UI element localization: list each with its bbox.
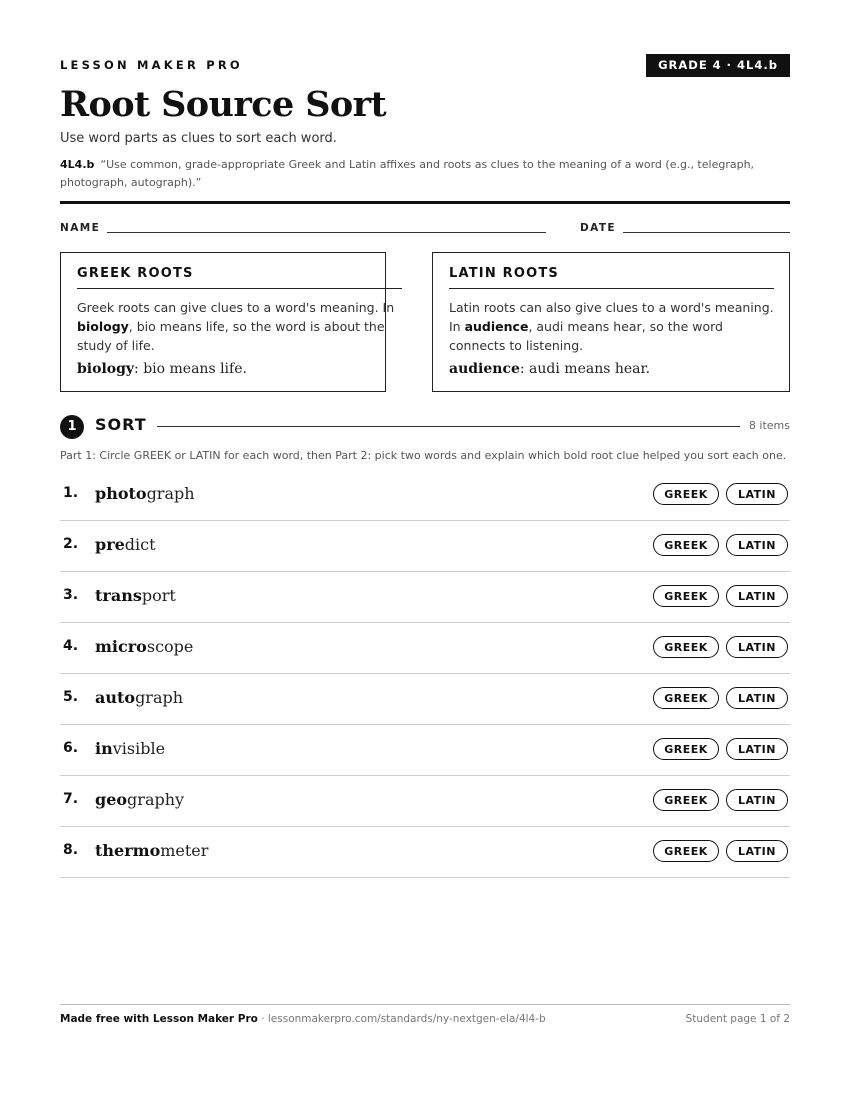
word-rest: graph [135,688,184,707]
latin-option-button[interactable]: LATIN [726,687,788,709]
item-number: 4. [63,638,79,654]
page-subtitle: Use word parts as clues to sort each word. [60,131,337,146]
item-word [95,739,165,758]
latin-option-button[interactable]: LATIN [726,789,788,811]
list-item [60,827,790,878]
word-rest: dict [124,535,156,554]
footer-credit [60,1013,546,1025]
list-item [60,623,790,674]
latin-option-button[interactable]: LATIN [726,534,788,556]
section-title: SORT [95,415,147,434]
word-root: geo [95,790,128,809]
item-word [95,637,193,656]
word-root: micro [95,637,147,656]
item-number: 5. [63,689,79,705]
item-count: 8 items [748,419,790,432]
item-number: 3. [63,587,79,603]
latin-option-button[interactable]: LATIN [726,840,788,862]
word-rest: port [141,586,176,605]
latin-option-button[interactable]: LATIN [726,585,788,607]
greek-option-button[interactable]: GREEK [653,840,719,862]
item-word [95,841,208,860]
item-number: 6. [63,740,79,756]
word-root: photo [95,484,147,503]
word-rest: meter [160,841,209,860]
greek-option-button[interactable]: GREEK [653,483,719,505]
standard-statement [60,156,780,192]
grade-badge: GRADE 4 · 4L4.b [646,54,790,77]
item-number: 1. [63,485,79,501]
greek-roots-description: Greek roots can give clues to a word's meaning. In biology, bio means life, so the word is about the study of life. [77,300,395,353]
word-root: in [95,739,113,758]
brand-name: LESSON MAKER PRO [60,58,243,72]
name-field[interactable] [107,232,546,233]
item-word [95,484,195,503]
word-list [60,470,790,878]
latin-roots-example: audience: audi means hear. [449,361,651,377]
date-label: DATE [580,222,616,234]
latin-option-button[interactable]: LATIN [726,636,788,658]
word-rest: scope [146,637,194,656]
latin-roots-title: LATIN ROOTS [449,266,774,289]
standard-text: “Use common, grade-appropriate Greek and Latin affixes and roots as clues to the meaning of a word (e.g., telegraph, photograph, autograph).” [60,158,755,189]
item-number: 8. [63,842,79,858]
name-date-row [60,222,790,236]
latin-roots-description: Latin roots can also give clues to a word's meaning. In audience, audi means hear, so the word connects to listening. [449,300,774,353]
greek-option-button[interactable]: GREEK [653,738,719,760]
item-word [95,535,156,554]
header-divider [60,201,790,204]
word-rest: graphy [127,790,185,809]
date-field[interactable] [623,232,790,233]
list-item [60,521,790,572]
page-number: Student page 1 of 2 [685,1013,790,1025]
latin-option-button[interactable]: LATIN [726,738,788,760]
item-number: 2. [63,536,79,552]
list-item [60,470,790,521]
greek-option-button[interactable]: GREEK [653,789,719,811]
item-number: 7. [63,791,79,807]
greek-option-button[interactable]: GREEK [653,534,719,556]
section-rule [157,426,740,427]
item-word [95,586,176,605]
section-number-badge: 1 [60,415,84,439]
item-word [95,688,183,707]
list-item [60,725,790,776]
list-item [60,572,790,623]
greek-roots-title: GREEK ROOTS [77,266,402,289]
footer-made-with: Made free with Lesson Maker Pro [60,1013,258,1025]
page-title: Root Source Sort [60,84,387,125]
greek-roots-example: biology: bio means life. [77,361,247,377]
list-item [60,776,790,827]
greek-option-button[interactable]: GREEK [653,585,719,607]
word-rest: visible [112,739,166,758]
name-label: NAME [60,222,101,234]
item-word [95,790,184,809]
word-root: trans [95,586,142,605]
standard-code: 4L4.b [60,158,95,171]
latin-option-button[interactable]: LATIN [726,483,788,505]
latin-roots-card [432,252,790,392]
footer-url[interactable]: · lessonmakerpro.com/standards/ny-nextgen-ela/4l4-b [257,1013,546,1025]
sort-instructions: Part 1: Circle GREEK or LATIN for each word, then Part 2: pick two words and explain which bold root clue helped you sort each one. [60,449,787,462]
word-rest: graph [146,484,195,503]
header-bar [60,54,790,80]
greek-roots-card [60,252,395,392]
greek-option-button[interactable]: GREEK [653,636,719,658]
word-root: pre [95,535,125,554]
list-item [60,674,790,725]
page-footer [60,1004,790,1025]
sort-section-header [60,413,790,439]
word-root: thermo [95,841,161,860]
greek-option-button[interactable]: GREEK [653,687,719,709]
word-root: auto [95,688,136,707]
